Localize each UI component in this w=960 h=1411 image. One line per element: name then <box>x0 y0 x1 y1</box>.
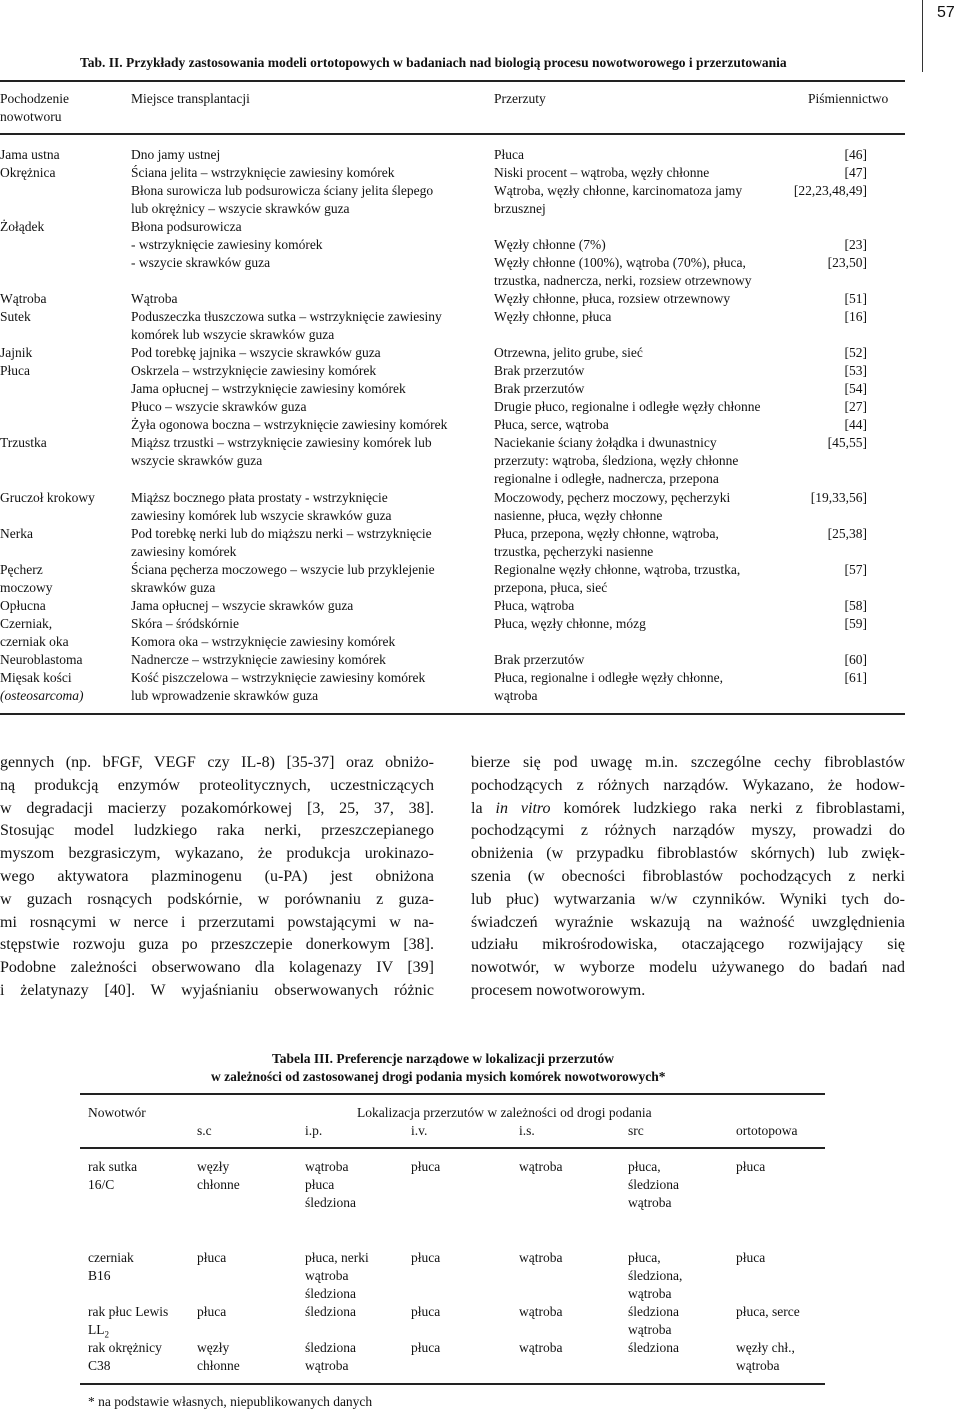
t2-cell-origin: Trzustka <box>0 435 47 450</box>
t2-cell-metastases: przerzuty: wątroba, śledziona, węzły chłonne <box>494 453 739 468</box>
t3-route-header: ortotopowa <box>736 1123 798 1138</box>
table2-title <box>80 54 787 72</box>
t2-cell-metastases: Płuca, regionalne i odległe węzły chłonne, <box>494 670 724 685</box>
body-left-line: w guzach rosnących podskórnie, w porównaniu z guza- <box>0 890 434 908</box>
t3-cell: wątroba <box>519 1304 563 1319</box>
t3-cell: śledziona <box>628 1304 679 1319</box>
t3-cell: śledziona, <box>628 1268 683 1283</box>
t2-cell-metastases: Węzły chłonne, płuca, rozsiew otrzewnowy <box>494 291 731 306</box>
t2-cell-site: Poduszeczka tłuszczowa sutka – wstrzyknięcie zawiesiny <box>131 309 442 324</box>
t2-cell-ref: [53] <box>844 363 867 378</box>
t2-cell-origin: Jama ustna <box>0 147 60 162</box>
t2-cell-metastases: Niski procent – wątroba, węzły chłonne <box>494 165 710 180</box>
t2-cell-origin: Mięsak kości <box>0 670 72 685</box>
t3-header-group: Lokalizacja przerzutów w zależności od drogi podania <box>357 1105 652 1120</box>
body-left-line: myszom bezgrasiczym, wykazano, że produkcja urokinazo- <box>0 845 434 863</box>
t3-route-header: i.v. <box>411 1123 428 1138</box>
t2-header-origin-1: Pochodzenie <box>0 91 69 106</box>
t2-header-metastases: Przerzuty <box>494 91 546 106</box>
t3-cell: płuca, nerki <box>305 1250 369 1265</box>
t2-cell-ref: [23,50] <box>827 255 867 270</box>
t3-route-header: src <box>628 1123 644 1138</box>
t2-cell-metastases: Płuca, wątroba <box>494 598 575 613</box>
table3-title-line1: Tabela III. Preferencje narządowe w lokalizacji przerzutów <box>272 1051 615 1066</box>
t2-cell-site: Komora oka – wstrzyknięcie zawiesiny komórek <box>131 634 396 649</box>
t2-cell-site: zawiesiny komórek <box>131 544 237 559</box>
t3-cell: węzły chł., <box>736 1340 795 1355</box>
t3-cell: płuca <box>197 1250 227 1265</box>
t3-cell: płuca <box>736 1250 766 1265</box>
t2-cell-site: Miąższ trzustki – wstrzyknięcie zawiesiny komórek lub <box>131 435 432 450</box>
t3-tumor-subscript: 2 <box>104 1329 109 1340</box>
t2-cell-metastases: Węzły chłonne (100%), wątroba (70%), płuca, <box>494 255 746 270</box>
t3-cell: wątroba <box>628 1322 672 1337</box>
t2-cell-origin: czerniak oka <box>0 634 69 649</box>
t2-cell-origin: Opłucna <box>0 598 46 613</box>
body-right-line: lub płuc) wytwarzania w/w czynników. Wyniki tych do- <box>471 890 905 908</box>
body-right-line: świadczeń wyraźnie wskazują na ważność uwzględnienia <box>471 913 905 931</box>
t3-route-header: s.c <box>197 1123 212 1138</box>
body-left-line: gennych (np. bFGF, VEGF czy IL-8) [35-37] oraz obniżo- <box>0 754 434 771</box>
t3-route-header: i.s. <box>519 1123 535 1138</box>
t2-cell-site: Płuco – wszycie skrawków guza <box>131 399 307 414</box>
t2-cell-site: - wstrzyknięcie zawiesiny komórek <box>131 237 323 252</box>
body-left-line: Stosując model ludzkiego raka nerki, przeszczepianego <box>0 822 434 840</box>
t2-cell-origin: Neuroblastoma <box>0 652 83 667</box>
body-right-column <box>471 752 905 1003</box>
t3-cell: wątroba <box>305 1159 349 1174</box>
table2-title-prefix: Tab. II. <box>80 55 123 70</box>
t2-cell-site: Pod torebkę jajnika – wszycie skrawków guza <box>131 345 381 360</box>
t3-cell: płuca, <box>628 1159 661 1174</box>
t2-cell-ref: [52] <box>844 345 867 360</box>
body-right-line: procesem nowotworowym. <box>471 981 646 999</box>
t2-cell-origin: (osteosarcoma) <box>0 688 84 703</box>
t2-cell-metastases: trzustka, nadnercza, nerki, rozsiew otrzewnowy <box>494 273 752 288</box>
t2-cell-origin: Wątroba <box>0 291 47 306</box>
t2-cell-metastases: Płuca, przepona, węzły chłonne, wątroba, <box>494 526 719 541</box>
t3-cell: wątroba <box>519 1159 563 1174</box>
t2-cell-origin: moczowy <box>0 580 53 595</box>
t3-cell: wątroba <box>628 1195 672 1210</box>
t3-cell-tumor <box>88 1249 134 1267</box>
page-margin-line <box>922 0 923 72</box>
t3-tumor-text: 16/C <box>88 1177 115 1192</box>
t2-cell-ref: [57] <box>844 562 867 577</box>
t3-cell: śledziona <box>628 1177 679 1192</box>
t2-cell-metastases: Wątroba, węzły chłonne, karcinomatoza jamy <box>494 183 743 198</box>
t2-cell-ref: [54] <box>844 381 867 396</box>
t2-cell-site: Wątroba <box>131 291 178 306</box>
body-right-rest <box>471 820 905 1002</box>
body-left-line: ną produkcją enzymów proteolitycznych, uczestniczących <box>0 776 434 794</box>
t3-cell: płuca <box>411 1340 441 1355</box>
t2-cell-site: Oskrzela – wstrzyknięcie zawiesiny komórek <box>131 363 377 378</box>
t2-header-origin-2: nowotworu <box>0 109 62 124</box>
table3-footnote: * na podstawie własnych, niepublikowanych danych <box>88 1394 373 1409</box>
t2-cell-metastases: Regionalne węzły chłonne, wątroba, trzustka, <box>494 562 741 577</box>
t2-cell-ref: [16] <box>844 309 867 324</box>
t3-cell: płuca <box>305 1177 335 1192</box>
t2-cell-metastases: Płuca, węzły chłonne, mózg <box>494 616 646 631</box>
t2-cell-origin: Czerniak, <box>0 616 53 631</box>
t2-cell-metastases: Moczowody, pęcherz moczowy, pęcherzyki <box>494 490 731 505</box>
t2-cell-site: Skóra – śródskórnie <box>131 616 239 631</box>
t2-cell-origin: Nerka <box>0 526 33 541</box>
t2-cell-site: Jama opłucnej – wszycie skrawków guza <box>131 598 354 613</box>
t3-cell: wątroba <box>305 1268 349 1283</box>
t3-cell-tumor <box>88 1303 168 1321</box>
body-left-line: mi rosnącymi w nerce i przerzutami powstającymi w na- <box>0 913 434 931</box>
body-left-line: Podobne zależności obserwowano dla kolagenazy IV [39] <box>0 959 434 977</box>
body-right-text: komórek ludzkiego raka nerki z fibroblastami, <box>550 799 906 817</box>
t3-cell: płuca, <box>628 1250 661 1265</box>
body-right-line: udziału mikrośrodowiska, otaczającego rozwijający się <box>471 936 905 954</box>
body-right-line: pochodzących z różnych narządów. Wykazano, że hodow- <box>471 776 905 794</box>
t3-cell: płuca, serce <box>736 1304 800 1319</box>
t2-cell-site: Kość piszczelowa – wstrzyknięcie zawiesiny komórek <box>131 670 426 685</box>
t3-cell: płuca <box>736 1159 766 1174</box>
t2-cell-site: Błona podsurowicza <box>131 219 242 234</box>
t3-cell: śledziona <box>305 1286 356 1301</box>
t2-cell-ref: [51] <box>844 291 867 306</box>
t3-route-header: i.p. <box>305 1123 323 1138</box>
t3-cell: płuca <box>411 1159 441 1174</box>
body-right-line: obniżenia (w przypadku fibroblastów skórnych) lub zwięk- <box>471 845 905 863</box>
t2-cell-metastases: przepona, płuca, sieć <box>494 580 608 595</box>
t2-cell-metastases: Brak przerzutów <box>494 363 585 378</box>
body-right-line: szenia (w obecności fibroblastów pochodzących z nerki <box>471 867 905 885</box>
t2-cell-metastases: Płuca, serce, wątroba <box>494 417 609 432</box>
t2-header-refs: Piśmiennictwo <box>808 91 889 106</box>
t2-cell-ref: [23] <box>844 237 867 252</box>
table3-top-rule <box>80 1093 825 1095</box>
t3-cell: wątroba <box>519 1250 563 1265</box>
t3-cell: śledziona <box>305 1304 356 1319</box>
t2-cell-origin: Żołądek <box>0 219 45 234</box>
t2-cell-metastases: Drugie płuco, regionalne i odległe węzły chłonne <box>494 399 761 414</box>
t2-cell-site: Miąższ bocznego płata prostaty - wstrzyknięcie <box>131 490 388 505</box>
table2-bottom-rule <box>0 713 905 715</box>
t2-cell-site: Błona surowicza lub podsurowicza ściany jelita ślepego <box>131 183 434 198</box>
t2-cell-ref: [60] <box>844 652 867 667</box>
body-right-italic: in vitro <box>495 799 551 817</box>
t3-cell: płuca <box>411 1304 441 1319</box>
t3-cell: płuca <box>197 1304 227 1319</box>
t2-cell-site: komórek lub wszycie skrawków guza <box>131 327 335 342</box>
t2-cell-ref: [19,33,56] <box>810 490 867 505</box>
t3-cell: węzły <box>197 1159 230 1174</box>
t2-cell-site: skrawków guza <box>131 580 216 595</box>
t3-cell: płuca <box>411 1250 441 1265</box>
t2-cell-origin: Pęcherz <box>0 562 43 577</box>
t2-cell-ref: [47] <box>844 165 867 180</box>
t3-tumor-text: LL <box>88 1322 105 1337</box>
t3-cell: wątroba <box>519 1340 563 1355</box>
t2-cell-metastases: trzustka, pęcherzyki nasienne <box>494 544 654 559</box>
t2-cell-metastases: Otrzewna, jelito grube, sieć <box>494 345 643 360</box>
t2-cell-metastases: wątroba <box>494 688 538 703</box>
table2-header-rule <box>0 133 905 135</box>
t2-cell-metastases: Brak przerzutów <box>494 381 585 396</box>
table3-title-line2: w zależności od zastosowanej drogi podania mysich komórek nowotworowych* <box>211 1069 666 1084</box>
t3-cell-tumor <box>88 1176 114 1194</box>
t3-tumor-text: B16 <box>88 1268 111 1283</box>
t2-cell-site: Jama opłucnej – wstrzyknięcie zawiesiny komórek <box>131 381 406 396</box>
body-right-line: pochodzącymi z różnych narządów myszy, prowadzi do <box>471 822 905 840</box>
table3-bottom-rule <box>80 1383 825 1385</box>
t3-cell: wątroba <box>628 1286 672 1301</box>
t3-cell: śledziona <box>305 1195 356 1210</box>
body-left-column <box>0 752 434 1003</box>
t3-cell-tumor <box>88 1339 162 1357</box>
t2-cell-metastases: nasienne, płuca, węzły chłonne <box>494 508 663 523</box>
t2-cell-ref: [44] <box>844 417 867 432</box>
body-right-line: bierze się pod uwagę m.in. szczególne cechy fibroblastów <box>471 754 905 771</box>
t3-cell: wątroba <box>736 1358 780 1373</box>
t2-header-site: Miejsce transplantacji <box>131 91 250 106</box>
t2-cell-site: wszycie skrawków guza <box>131 453 263 468</box>
t2-cell-site: Ściana jelita – wstrzyknięcie zawiesiny komórek <box>131 165 395 180</box>
t3-cell: chłonne <box>197 1358 240 1373</box>
t2-cell-ref: [25,38] <box>827 526 867 541</box>
t3-tumor-text: rak okrężnicy <box>88 1340 162 1355</box>
t2-cell-metastases: Brak przerzutów <box>494 652 585 667</box>
body-left-line: stępstwie rozwoju guza po przeszczepie donerkowym [38]. <box>0 936 434 954</box>
t2-cell-origin: Gruczoł krokowy <box>0 490 95 505</box>
t2-cell-metastases: Płuca <box>494 147 524 162</box>
table2-top-rule <box>0 80 905 82</box>
t2-cell-ref: [45,55] <box>827 435 867 450</box>
t2-cell-metastases: Węzły chłonne, płuca <box>494 309 612 324</box>
t2-cell-ref: [59] <box>844 616 867 631</box>
t2-cell-ref: [46] <box>844 147 867 162</box>
t2-cell-site: zawiesiny komórek lub wszycie skrawków guza <box>131 508 392 523</box>
t2-cell-origin: Okrężnica <box>0 165 56 180</box>
t3-tumor-text: czerniak <box>88 1250 134 1265</box>
t3-header-tumor: Nowotwór <box>88 1105 146 1120</box>
body-right-line <box>471 798 905 821</box>
t2-cell-site: Dno jamy ustnej <box>131 147 221 162</box>
t3-tumor-text: rak sutka <box>88 1159 138 1174</box>
t2-cell-site: - wszycie skrawków guza <box>131 255 271 270</box>
page-number: 57 <box>937 4 955 21</box>
t2-cell-origin: Sutek <box>0 309 31 324</box>
t2-cell-ref: [27] <box>844 399 867 414</box>
table3-header-rule <box>80 1147 825 1149</box>
t2-cell-site: Ściana pęcherza moczowego – wszycie lub przyklejenie <box>131 562 435 577</box>
body-left-line: w degradacji macierzy pozakomórkowej [3, 25, 37, 38]. <box>0 799 434 817</box>
t2-cell-ref: [61] <box>844 670 867 685</box>
t2-cell-site: lub okrężnicy – wszycie skrawków guza <box>131 201 350 216</box>
t2-cell-metastases: Węzły chłonne (7%) <box>494 237 606 252</box>
t2-cell-site: Nadnercze – wstrzyknięcie zawiesiny komórek <box>131 652 386 667</box>
t2-cell-origin: Jajnik <box>0 345 33 360</box>
t2-cell-site: Żyła ogonowa boczna – wstrzyknięcie zawiesiny komórek <box>131 417 448 432</box>
t3-cell: wątroba <box>305 1358 349 1373</box>
body-left-line: wego aktywatora plazminogenu (u-PA) jest obniżona <box>0 867 434 885</box>
t3-cell-tumor <box>88 1158 137 1176</box>
body-right-text: la <box>471 799 496 817</box>
t3-cell: chłonne <box>197 1177 240 1192</box>
t2-cell-metastases: brzusznej <box>494 201 546 216</box>
t2-cell-origin: Płuca <box>0 363 30 378</box>
t2-cell-ref: [22,23,48,49] <box>793 183 867 198</box>
t2-cell-metastases: regionalne i odległe, nadnercza, przepona <box>494 471 719 486</box>
t3-cell: śledziona <box>305 1340 356 1355</box>
t3-tumor-text: rak płuc Lewis <box>88 1304 169 1319</box>
body-left-line: i żelatynazy [40]. W wyjaśnianiu obserwowanych różnic <box>0 981 434 999</box>
t2-cell-site: Pod torebkę nerki lub do miąższu nerki – wstrzyknięcie <box>131 526 432 541</box>
t3-cell-tumor <box>88 1267 111 1285</box>
table2-title-text: Przykłady zastosowania modeli ortotopowych w badaniach nad biologią procesu nowotworowego i przerzutowania <box>122 55 787 70</box>
t2-cell-site: lub wprowadzenie skrawków guza <box>131 688 319 703</box>
t3-cell: węzły <box>197 1340 230 1355</box>
t3-tumor-text: C38 <box>88 1358 111 1373</box>
t3-cell-tumor <box>88 1357 111 1375</box>
body-right-line: nowotwór, w wyborze modelu używanego do badań nad <box>471 959 905 977</box>
t2-cell-ref: [58] <box>844 598 867 613</box>
t2-cell-metastases: Naciekanie ściany żołądka i dwunastnicy <box>494 435 717 450</box>
t3-cell: śledziona <box>628 1340 679 1355</box>
